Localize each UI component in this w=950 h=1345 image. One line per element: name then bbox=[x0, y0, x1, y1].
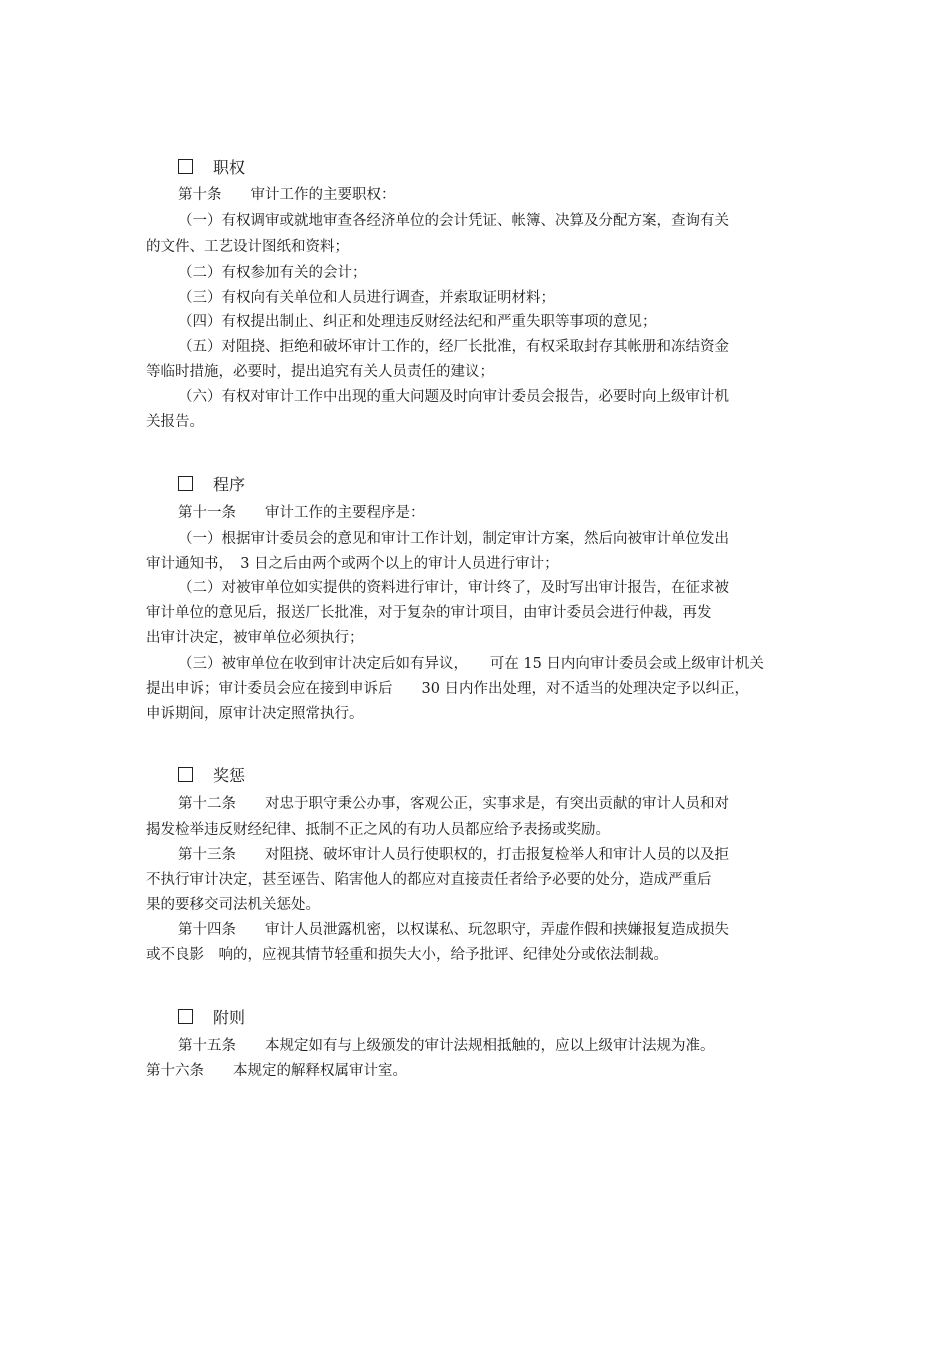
checkbox-square-icon bbox=[178, 476, 193, 491]
paragraph-line: （二）有权参加有关的会计； bbox=[178, 265, 367, 281]
paragraph-line: 审计通知书， 3 日之后由两个或两个以上的审计人员进行审计； bbox=[146, 556, 559, 572]
paragraph-line: 不执行审计决定，甚至诬告、陷害他人的都应对直接责任者给予必要的处分，造成严重后 bbox=[146, 872, 712, 888]
paragraph-line: 关报告。 bbox=[146, 414, 204, 430]
paragraph-line: （六）有权对审计工作中出现的重大问题及时向审计委员会报告，必要时向上级审计机 bbox=[178, 389, 729, 405]
checkbox-square-icon bbox=[178, 767, 193, 782]
paragraph-line: （二）对被审单位如实提供的资料进行审计，审计终了，及时写出审计报告，在征求被 bbox=[178, 580, 729, 596]
section-heading-procedure: 程序 bbox=[178, 475, 245, 495]
article-12: 第十二条 对忠于职守秉公办事，客观公正，实事求是，有突出贡献的审计人员和对 bbox=[178, 796, 729, 812]
section-heading-supplementary: 附则 bbox=[178, 1008, 245, 1028]
paragraph-line: 审计单位的意见后，报送厂长批准，对于复杂的审计项目，由审计委员会进行仲裁，再发 bbox=[146, 605, 712, 621]
section-heading-rewards: 奖惩 bbox=[178, 766, 245, 786]
paragraph-line: 的文件、工艺设计图纸和资料； bbox=[146, 239, 349, 255]
section-heading-powers: 职权 bbox=[178, 158, 245, 178]
paragraph-line: 果的要移交司法机关惩处。 bbox=[146, 897, 320, 913]
article-14: 第十四条 审计人员泄露机密，以权谋私、玩忽职守，弄虚作假和挟嫌报复造成损失 bbox=[178, 922, 729, 938]
paragraph-line: 或不良影 响的，应视其情节轻重和损失大小，给予批评、纪律处分或依法制裁。 bbox=[146, 947, 668, 963]
paragraph-line: 出审计决定，被审单位必须执行； bbox=[146, 630, 364, 646]
paragraph-line: 提出申诉；审计委员会应在接到申诉后 30 日内作出处理，对不适当的处理决定予以纠正， bbox=[146, 681, 750, 697]
article-10: 第十条 审计工作的主要职权： bbox=[178, 187, 396, 203]
paragraph-line: （五）对阻挠、拒绝和破坏审计工作的，经厂长批准，有权采取封存其帐册和冻结资金 bbox=[178, 339, 729, 355]
article-15: 第十五条 本规定如有与上级颁发的审计法规相抵触的，应以上级审计法规为准。 bbox=[178, 1038, 715, 1054]
paragraph-line: （三）被审单位在收到审计决定后如有异议， 可在 15 日内向审计委员会或上级审计机关 bbox=[178, 656, 764, 672]
paragraph-line: 等临时措施，必要时，提出追究有关人员责任的建议； bbox=[146, 364, 494, 380]
article-16: 第十六条 本规定的解释权属审计室。 bbox=[146, 1063, 407, 1079]
paragraph-line: （一）有权调审或就地审查各经济单位的会计凭证、帐簿、决算及分配方案，查询有关 bbox=[178, 213, 729, 229]
article-11: 第十一条 审计工作的主要程序是： bbox=[178, 505, 425, 521]
checkbox-square-icon bbox=[178, 159, 193, 174]
paragraph-line: （三）有权向有关单位和人员进行调查，并索取证明材料； bbox=[178, 290, 555, 306]
paragraph-line: （一）根据审计委员会的意见和审计工作计划，制定审计方案，然后向被审计单位发出 bbox=[178, 531, 729, 547]
paragraph-line: 揭发检举违反财经纪律、抵制不正之风的有功人员都应给予表扬或奖励。 bbox=[146, 822, 610, 838]
article-13: 第十三条 对阻挠、破坏审计人员行使职权的，打击报复检举人和审计人员的以及拒 bbox=[178, 847, 729, 863]
checkbox-square-icon bbox=[178, 1009, 193, 1024]
paragraph-line: （四）有权提出制止、纠正和处理违反财经法纪和严重失职等事项的意见； bbox=[178, 314, 657, 330]
paragraph-line: 申诉期间，原审计决定照常执行。 bbox=[146, 706, 364, 722]
